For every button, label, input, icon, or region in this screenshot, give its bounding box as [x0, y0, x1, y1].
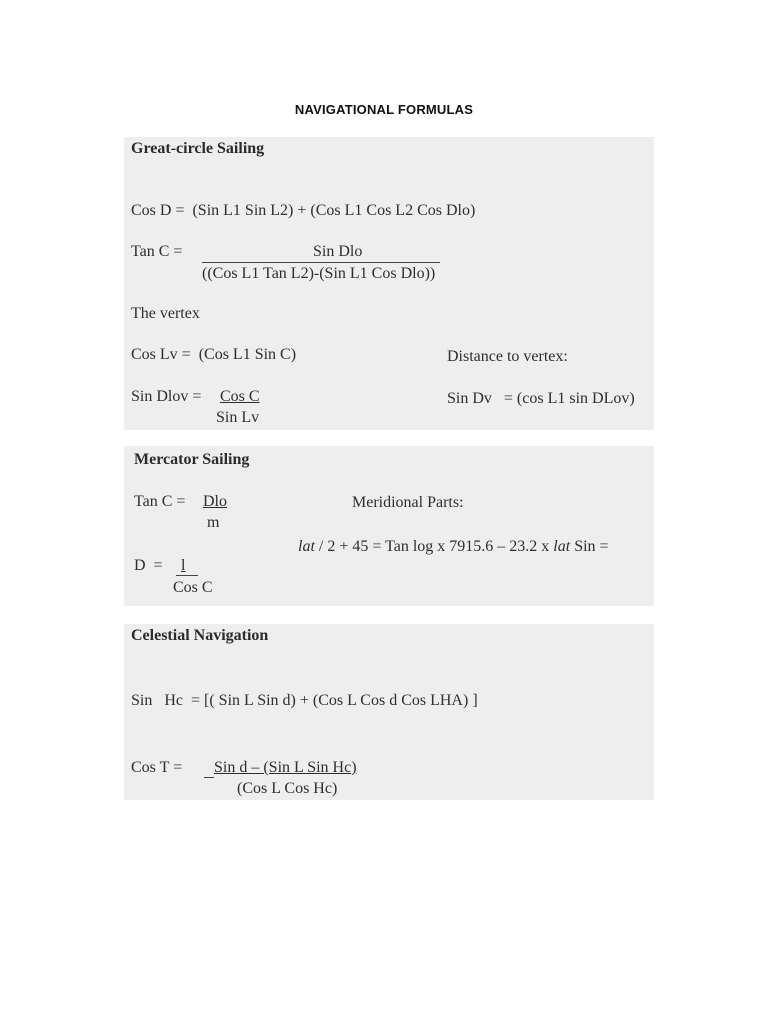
- sin-hc-formula: Sin Hc = [( Sin L Sin d) + (Cos L Cos d Cos LHA) ]: [131, 692, 478, 709]
- meridional-parts-formula: [298, 538, 609, 556]
- sin-dlov-numerator: Cos C: [220, 388, 260, 405]
- tan-c-numerator: Sin Dlo: [313, 243, 363, 260]
- mercator-heading: Mercator Sailing: [134, 451, 250, 468]
- tan-c-underline: [202, 262, 440, 263]
- cos-t-numerator: Sin d – (Sin L Sin Hc): [214, 759, 357, 776]
- mercator-d-numerator: l: [181, 557, 186, 574]
- distance-to-vertex-label: Distance to vertex:: [447, 348, 568, 365]
- lat-term-2: lat: [553, 538, 571, 555]
- sin-dv-formula: Sin Dv = (cos L1 sin DLov): [447, 390, 635, 407]
- cos-d-formula: Cos D = (Sin L1 Sin L2) + (Cos L1 Cos L2 Cos Dlo): [131, 202, 476, 219]
- meridional-middle: / 2 + 45 = Tan log x 7915.6 – 23.2 x: [314, 538, 554, 555]
- cos-t-lhs: Cos T =: [131, 759, 183, 776]
- meridional-end: Sin =: [570, 538, 609, 555]
- page-title: NAVIGATIONAL FORMULAS: [294, 102, 474, 117]
- meridional-parts-label: Meridional Parts:: [352, 494, 464, 511]
- tan-c-denominator: ((Cos L1 Tan L2)-(Sin L1 Cos Dlo)): [202, 265, 436, 282]
- mercator-tan-c-numerator: Dlo: [203, 493, 227, 510]
- celestial-panel: [124, 624, 654, 800]
- sin-dlov-denominator: Sin Lv: [216, 409, 260, 426]
- great-circle-panel: [124, 137, 654, 430]
- cos-lv-formula: Cos Lv = (Cos L1 Sin C): [131, 346, 297, 363]
- mercator-tan-c-lhs: Tan C =: [134, 493, 186, 510]
- vertex-label: The vertex: [131, 305, 200, 322]
- mercator-d-lhs: D =: [134, 557, 163, 574]
- mercator-d-fraction-line: [176, 575, 198, 576]
- great-circle-heading: Great-circle Sailing: [131, 140, 265, 157]
- lat-term: lat: [298, 538, 315, 555]
- mercator-d-denominator: Cos C: [173, 579, 213, 596]
- cos-t-denominator: (Cos L Cos Hc): [237, 780, 338, 797]
- celestial-heading: Celestial Navigation: [131, 627, 269, 644]
- cos-t-fraction-line: [204, 777, 214, 778]
- mercator-tan-c-denominator: m: [207, 514, 220, 531]
- tan-c-lhs: Tan C =: [131, 243, 183, 260]
- sin-dlov-lhs: Sin Dlov =: [131, 388, 202, 405]
